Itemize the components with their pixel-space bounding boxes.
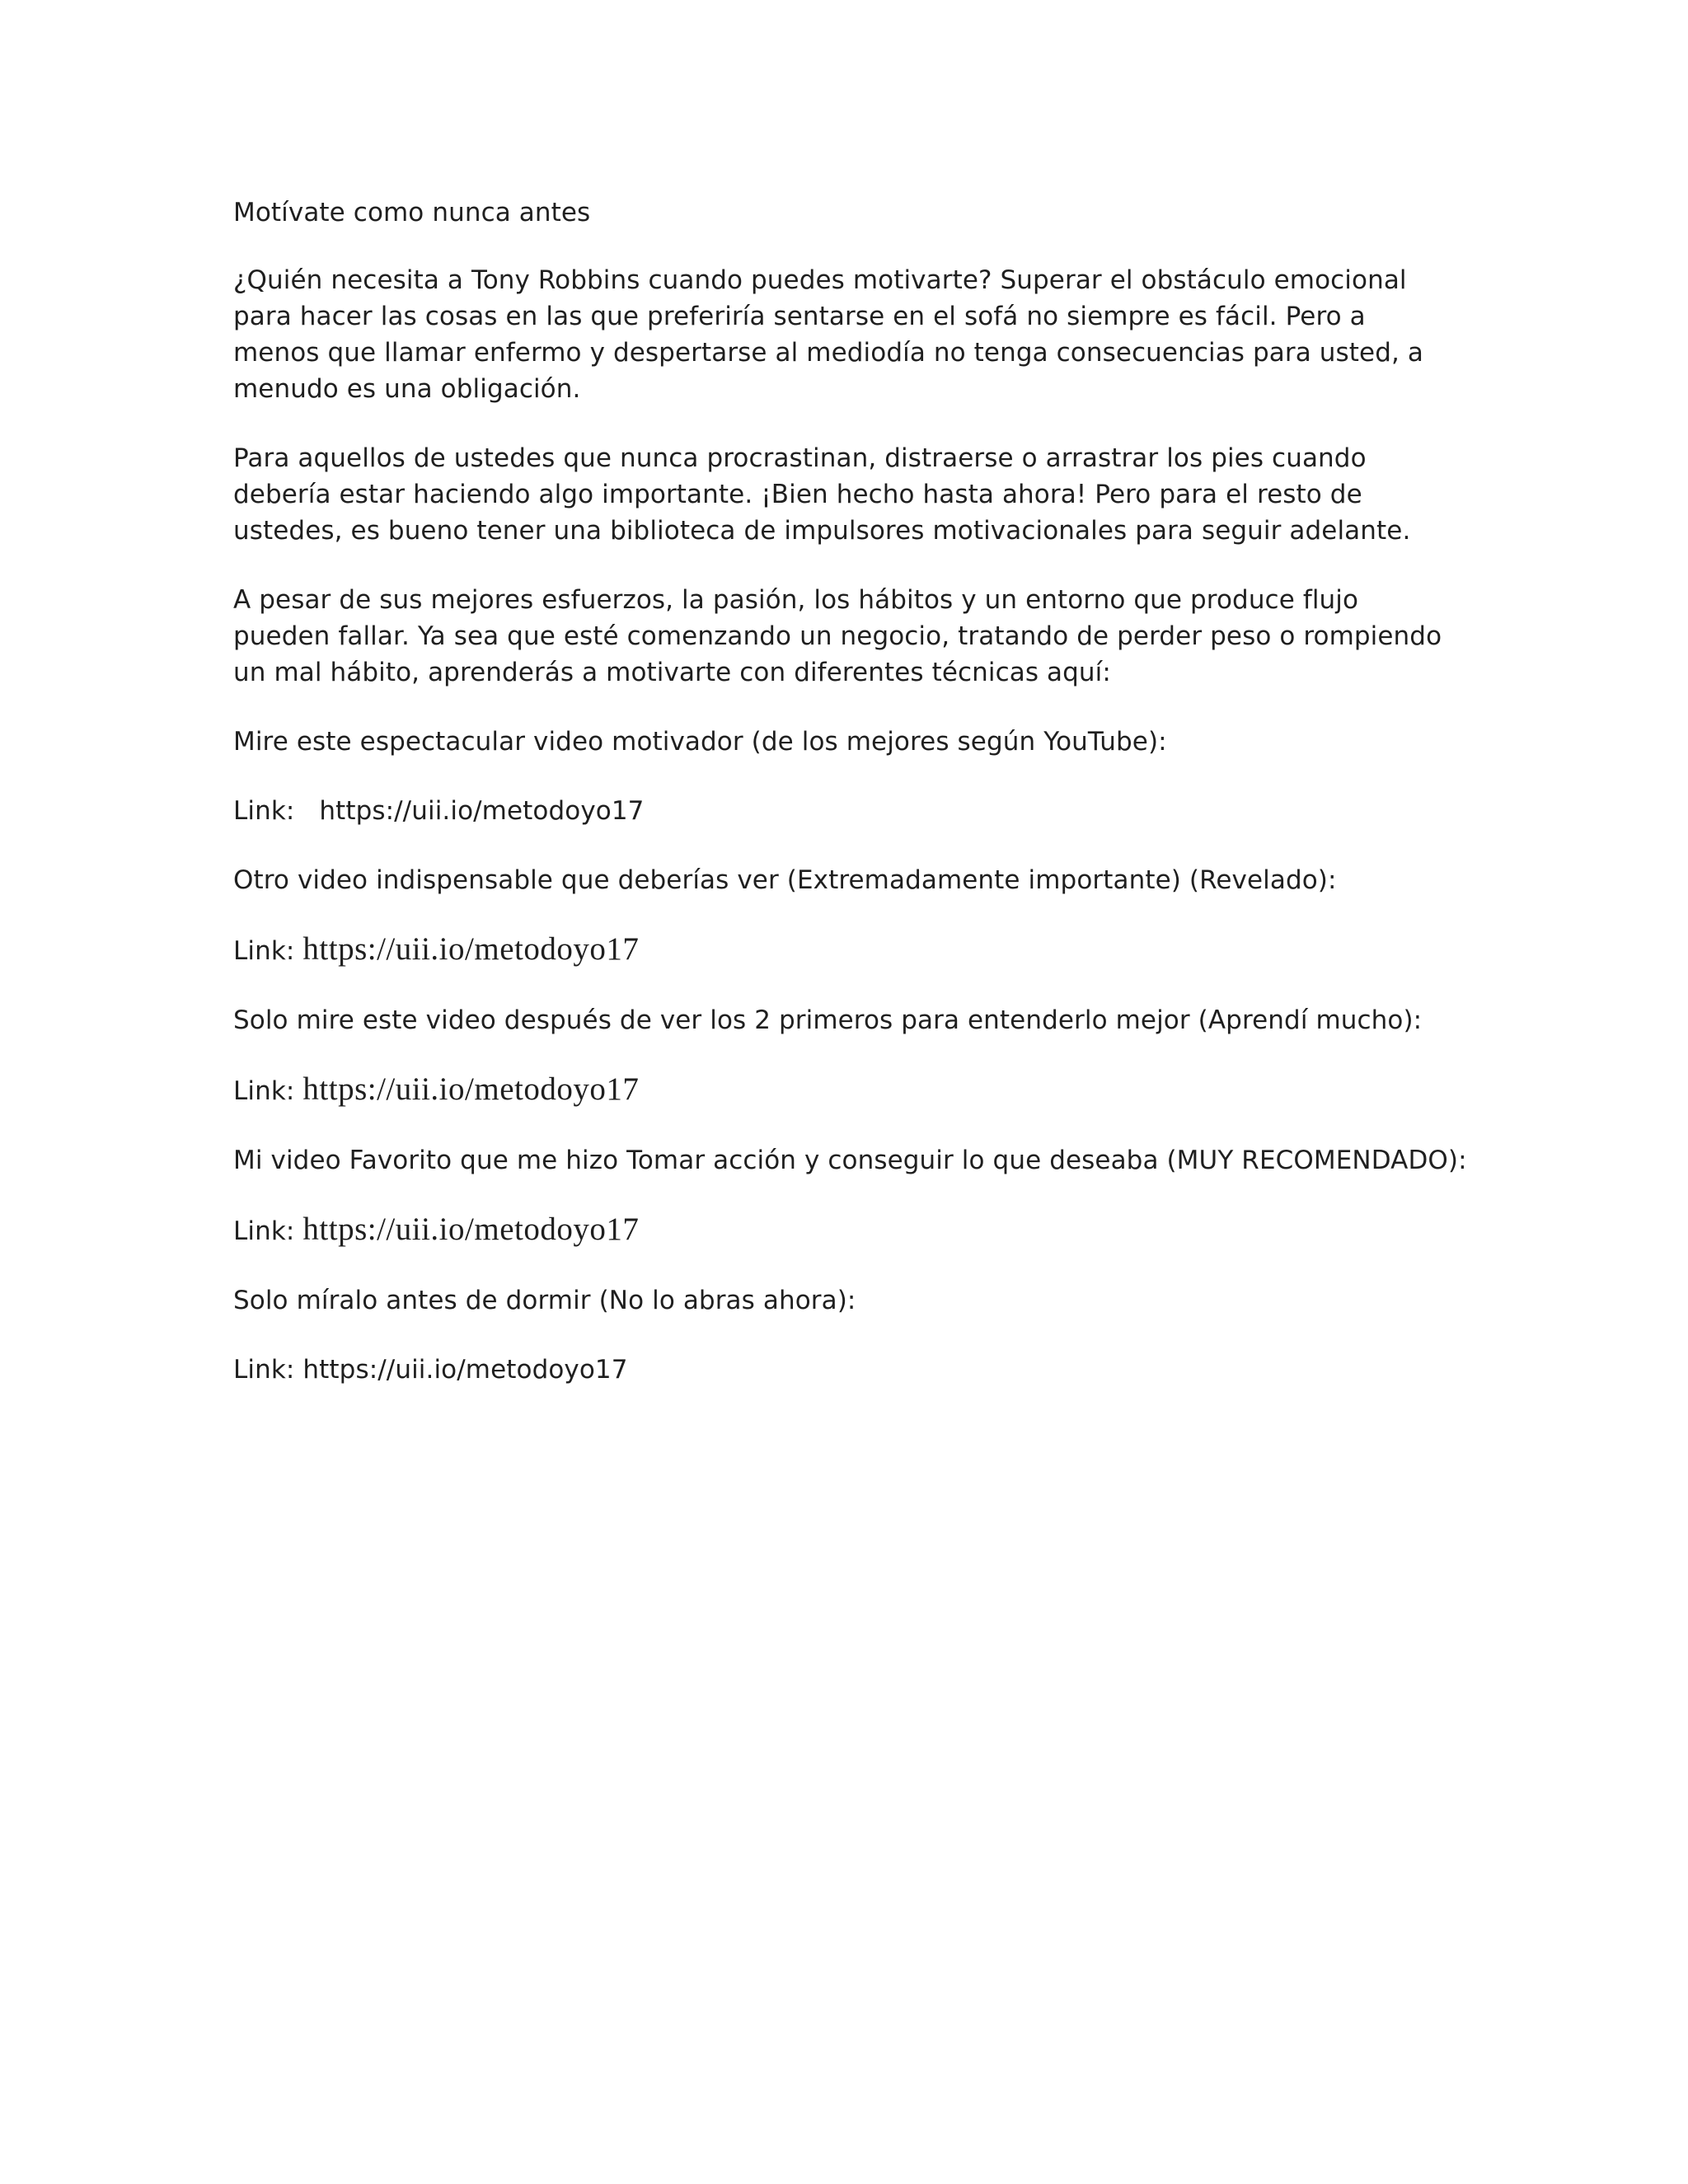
paragraph-techniques: A pesar de sus mejores esfuerzos, la pasión, los hábitos y un entorno que produce flujo pueden fallar. Ya sea que esté comenzando un negocio, tratando de perder peso o rompiendo un mal hábito, aprenderás a motivarte con diferentes técnicas aquí: — [233, 585, 1442, 687]
link-line-5 — [233, 1352, 1453, 1388]
paragraph-procrastination: Para aquellos de ustedes que nunca procrastinan, distraerse o arrastrar los pies cuando debería estar haciendo algo importante. ¡Bien hecho hasta ahora! Pero para el resto de ustedes, es bueno tener una biblioteca de impulsores motivacionales para seguir adelante. — [233, 443, 1411, 546]
link-line-4 — [233, 1212, 1453, 1249]
video-description-5: Solo míralo antes de dormir (No lo abras ahora): — [233, 1286, 856, 1315]
video-link-1[interactable]: https://uii.io/metodoyo17 — [319, 796, 645, 826]
video-link-5[interactable]: https://uii.io/metodoyo17 — [302, 1355, 628, 1385]
link-label: Link: — [233, 1076, 295, 1106]
video-description-2: Otro video indispensable que deberías ver (Extremadamente importante) (Revelado): — [233, 865, 1337, 895]
document-body — [233, 194, 1467, 1421]
video-link-4[interactable]: https://uii.io/metodoyo17 — [302, 1212, 640, 1247]
link-line-1 — [233, 793, 1453, 829]
video-description-4: Mi video Favorito que me hizo Tomar acción y conseguir lo que deseaba (MUY RECOMENDADO): — [233, 1146, 1467, 1175]
video-description-1: Mire este espectacular video motivador (de los mejores según YouTube): — [233, 727, 1167, 757]
link-line-3 — [233, 1071, 1453, 1109]
link-label: Link: — [233, 936, 295, 966]
video-link-3[interactable]: https://uii.io/metodoyo17 — [302, 1071, 640, 1107]
link-line-2 — [233, 931, 1453, 969]
link-label: Link: — [233, 1216, 295, 1246]
link-label: Link: — [233, 1355, 295, 1385]
video-description-3: Solo mire este video después de ver los 2 primeros para entenderlo mejor (Aprendí mucho): — [233, 1005, 1423, 1035]
document-title: Motívate como nunca antes — [233, 198, 591, 227]
video-link-2[interactable]: https://uii.io/metodoyo17 — [302, 931, 640, 967]
link-label: Link: — [233, 796, 295, 826]
paragraph-intro: ¿Quién necesita a Tony Robbins cuando puedes motivarte? Superar el obstáculo emocional para hacer las cosas en las que preferiría sentarse en el sofá no siempre es fácil. Pero a menos que llamar enfermo y despertarse al mediodía no tenga consecuencias para usted, a menudo es una obligación. — [233, 265, 1423, 404]
